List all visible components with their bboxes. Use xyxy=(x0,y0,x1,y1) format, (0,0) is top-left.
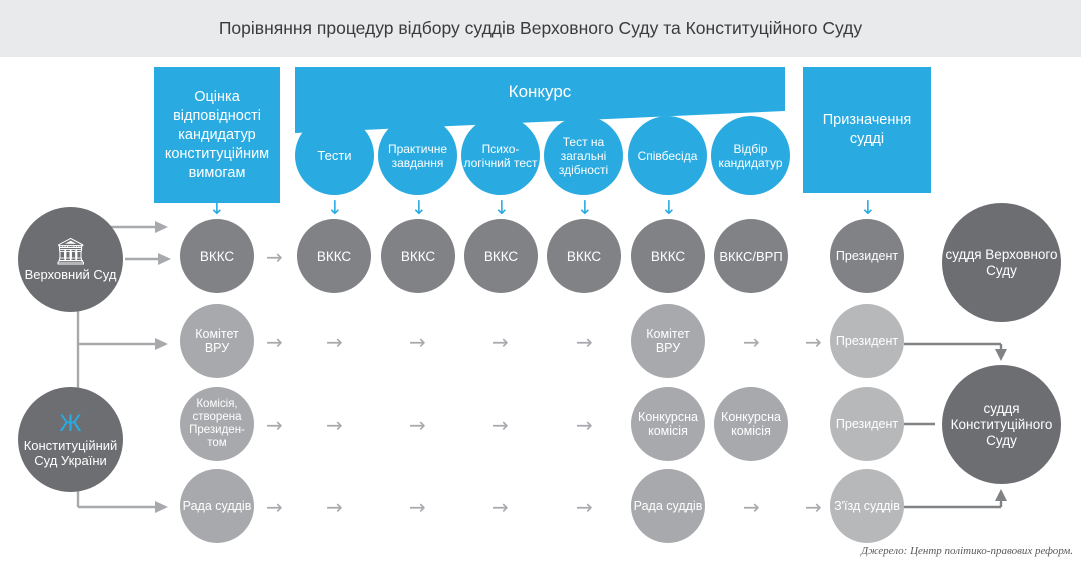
arrow-down-icon: ↓ xyxy=(327,197,343,219)
row-rada-cell-5 xyxy=(631,304,705,378)
cell-label: ВККС xyxy=(199,248,235,264)
competition-stage-practical xyxy=(378,116,457,195)
competition-stage-label: Тест на загальні здібності xyxy=(558,134,609,177)
cell-label: ВККС xyxy=(316,248,352,264)
cell-label: ВККС xyxy=(566,248,602,264)
stage-header-assessment-label: Оцінка відповідності кандидатур конституційним вимогам xyxy=(164,88,270,181)
cell-label: Рада суддів xyxy=(633,499,703,513)
arrow-right-icon: → xyxy=(326,413,343,437)
competition-stage-tests xyxy=(295,116,374,195)
competition-stage-label: Співбесіда xyxy=(637,148,698,163)
cell-label: Комісія, створена Президен-том xyxy=(189,398,245,449)
arrow-right-icon: → xyxy=(576,495,593,519)
result-supreme-judge xyxy=(942,203,1061,322)
cell-label: Комітет ВРУ xyxy=(646,327,690,355)
result-constitutional-judge xyxy=(942,365,1061,484)
cell-label: Президент xyxy=(835,249,899,263)
row-supreme-cell-0 xyxy=(180,219,254,293)
stage-header-competition-label: Конкурс xyxy=(508,82,572,101)
stage-header-competition xyxy=(295,67,785,111)
row-supreme-cell-5 xyxy=(631,219,705,293)
competition-stage-general-abilities xyxy=(544,116,623,195)
arrow-right-icon: → xyxy=(743,330,760,354)
arrow-right-icon: → xyxy=(492,495,509,519)
arrow-down-icon: ↓ xyxy=(411,197,427,219)
row-president-cell-5 xyxy=(631,387,705,461)
court-constitutional-label: Конституційний Суд України xyxy=(23,437,118,468)
competition-stage-label: Відбір кандидатур xyxy=(718,141,783,170)
arrow-right-icon: → xyxy=(326,495,343,519)
row-supreme-cell-3 xyxy=(464,219,538,293)
arrow-right-icon: → xyxy=(805,495,822,519)
competition-stage-selection xyxy=(711,116,790,195)
arrow-right-icon: → xyxy=(409,413,426,437)
arrow-down-icon: ↓ xyxy=(860,197,876,219)
arrow-right-icon: → xyxy=(326,330,343,354)
arrow-right-icon: → xyxy=(805,330,822,354)
cell-label: Комітет ВРУ xyxy=(195,327,239,355)
row-supreme-cell-4 xyxy=(547,219,621,293)
row-president-cell-0 xyxy=(180,387,254,461)
arrow-right-icon: → xyxy=(492,330,509,354)
source-note: Джерело: Центр політико-правових реформ. xyxy=(861,545,1073,557)
arrow-right-icon: → xyxy=(409,495,426,519)
court-building-icon: 🏛 xyxy=(53,235,87,266)
row-rada-cell-president xyxy=(830,304,904,378)
arrow-right-icon: → xyxy=(576,413,593,437)
cell-label: Президент xyxy=(835,334,899,348)
row-president-cell-6 xyxy=(714,387,788,461)
arrow-right-icon: → xyxy=(266,330,283,354)
competition-stage-label: Тести xyxy=(317,148,352,163)
trident-emblem-icon: Ж xyxy=(59,409,82,437)
competition-stage-interview xyxy=(628,116,707,195)
cell-label: ВККС xyxy=(400,248,436,264)
row-judges-cell-0 xyxy=(180,469,254,543)
row-president-cell-president xyxy=(830,387,904,461)
court-supreme xyxy=(18,207,123,312)
court-constitutional xyxy=(18,387,123,492)
row-rada-cell-0 xyxy=(180,304,254,378)
stage-header-assessment xyxy=(154,67,280,203)
diagram-canvas xyxy=(0,57,1081,561)
arrow-right-icon: → xyxy=(576,330,593,354)
competition-stage-psychological xyxy=(461,116,540,195)
competition-band-taper-2 xyxy=(295,111,785,133)
cell-label: Президент xyxy=(835,417,899,431)
result-label: суддя Конституційного Суду xyxy=(950,400,1053,448)
arrow-right-icon: → xyxy=(409,330,426,354)
result-label: суддя Верховного Суду xyxy=(945,246,1058,278)
arrow-down-icon: ↓ xyxy=(661,197,677,219)
arrow-right-icon: → xyxy=(743,495,760,519)
arrow-down-icon: ↓ xyxy=(577,197,593,219)
row-supreme-cell-6 xyxy=(714,219,788,293)
cell-label: Конкурсна комісія xyxy=(638,410,698,438)
arrow-right-icon: → xyxy=(266,245,283,269)
cell-label: ВККС/ВРП xyxy=(719,248,783,264)
court-supreme-label: Верховний Суд xyxy=(24,266,117,282)
arrow-right-icon: → xyxy=(266,495,283,519)
row-supreme-cell-1 xyxy=(297,219,371,293)
arrow-down-icon: ↓ xyxy=(209,197,225,219)
arrow-right-icon: → xyxy=(492,413,509,437)
arrow-down-icon: ↓ xyxy=(494,197,510,219)
arrow-right-icon: → xyxy=(266,413,283,437)
stage-header-appointment-label: Призначення судді xyxy=(822,112,912,147)
stage-header-appointment xyxy=(803,67,931,193)
cell-label: Рада суддів xyxy=(182,499,252,513)
row-judges-cell-congress xyxy=(830,469,904,543)
page-title: Порівняння процедур відбору суддів Верховного Суду та Конституційного Суду xyxy=(218,18,863,38)
row-judges-cell-5 xyxy=(631,469,705,543)
cell-label: Конкурсна комісія xyxy=(721,410,781,438)
row-supreme-cell-2 xyxy=(381,219,455,293)
row-supreme-cell-president xyxy=(830,219,904,293)
cell-label: З'їзд суддів xyxy=(834,499,900,513)
cell-label: ВККС xyxy=(650,248,686,264)
cell-label: ВККС xyxy=(483,248,519,264)
competition-stage-label: Практичне завдання xyxy=(387,141,448,170)
competition-stage-label: Психо-логічний тест xyxy=(463,141,538,170)
